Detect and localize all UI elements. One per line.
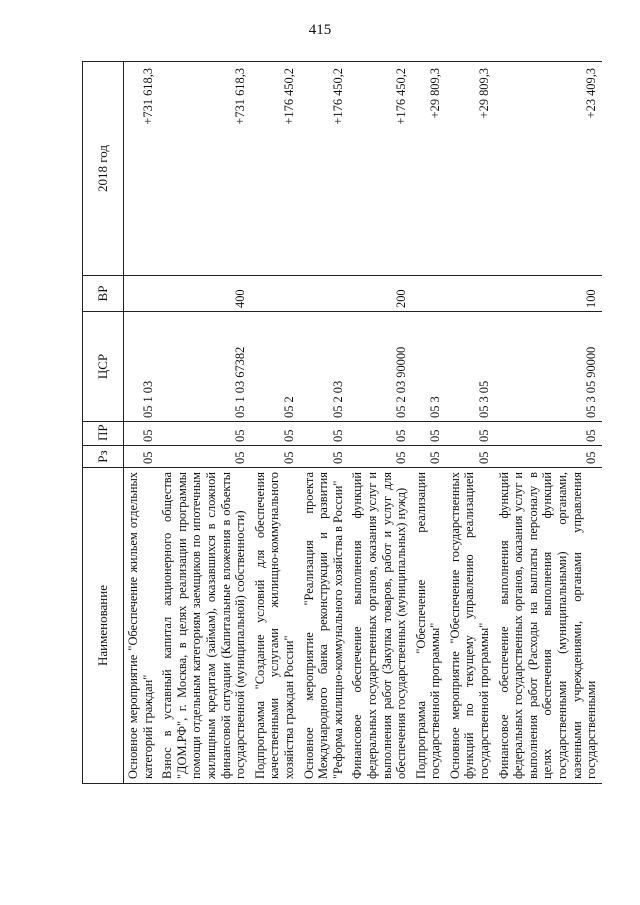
row-pr: 05 <box>300 422 349 446</box>
row-csr: 05 1 03 <box>124 312 159 422</box>
row-name: Финансовое обеспечение выполнения функций федеральных государственных органов, оказания услуг и выполнения работ (Закупка товаров, работ и услуг для обеспечения государственных (муниципальных) нужд) <box>348 468 411 784</box>
row-vr: 100 <box>495 276 602 312</box>
table-row <box>251 62 300 784</box>
row-rz: 05 <box>412 446 446 468</box>
header-pr: ПР <box>83 422 124 446</box>
row-pr: 05 <box>412 422 446 446</box>
row-amount: +23 409,3 <box>495 62 602 276</box>
row-name: Основное мероприятие "Обеспечение государственных функций по текущему управлению реализацией государственной программы" <box>446 468 495 784</box>
table-row <box>300 62 349 784</box>
table-header-row <box>83 62 124 784</box>
row-rz: 05 <box>495 446 602 468</box>
row-rz: 05 <box>300 446 349 468</box>
table-row <box>124 62 159 784</box>
row-amount: +731 618,3 <box>158 62 251 276</box>
row-name: Основное мероприятие "Реализация проекта Международного банка реконструкции и развития "Реформа жилищно-коммунального хозяйства в России" <box>300 468 349 784</box>
row-amount: +731 618,3 <box>124 62 159 276</box>
row-vr <box>412 276 446 312</box>
row-vr <box>300 276 349 312</box>
row-vr: 400 <box>158 276 251 312</box>
header-csr: ЦСР <box>83 312 124 422</box>
row-vr <box>446 276 495 312</box>
row-rz: 05 <box>158 446 251 468</box>
table-row <box>348 62 411 784</box>
row-csr: 05 2 <box>251 312 300 422</box>
row-csr: 05 2 03 <box>300 312 349 422</box>
row-amount: +176 450,2 <box>348 62 411 276</box>
header-rz: Рз <box>83 446 124 468</box>
row-name: Основное мероприятие "Обеспечение жильем отдельных категорий граждан" <box>124 468 159 784</box>
table-row <box>158 62 251 784</box>
row-pr: 05 <box>348 422 411 446</box>
row-amount: +29 809,3 <box>446 62 495 276</box>
table-row <box>446 62 495 784</box>
page-number: 415 <box>308 22 332 38</box>
row-name: Подпрограмма "Обеспечение реализации государственной программы" <box>412 468 446 784</box>
row-csr: 05 3 <box>412 312 446 422</box>
row-rz: 05 <box>348 446 411 468</box>
row-vr <box>124 276 159 312</box>
row-rz: 05 <box>251 446 300 468</box>
budget-table-sheet <box>82 62 599 784</box>
row-name: Взнос в уставный капитал акционерного общества "ДОМ.РФ", г. Москва, в целях реализации программы помощи отдельным категориям заемщиков по ипотечным жилищным кредитам (займам), оказавшихся в сложной финансовой ситуации (Капитальные вложения в объекты государственной (муниципальной) собственности) <box>158 468 251 784</box>
row-name: Финансовое обеспечение выполнения функций федеральных государственных органов, оказания услуг и выполнения работ (Расходы на выплаты персоналу в целях обеспечения выполнения функций государственными (муниципальными) органами, казенными учреждениями, органами управления государственными <box>495 468 602 784</box>
header-name: Наименование <box>83 468 124 784</box>
header-vr: ВР <box>83 276 124 312</box>
row-csr: 05 1 03 67382 <box>158 312 251 422</box>
table-row <box>412 62 446 784</box>
row-amount: +176 450,2 <box>251 62 300 276</box>
row-vr: 200 <box>348 276 411 312</box>
table-row <box>495 62 602 784</box>
row-amount: +29 809,3 <box>412 62 446 276</box>
row-pr: 05 <box>446 422 495 446</box>
row-pr: 05 <box>495 422 602 446</box>
row-amount: +176 450,2 <box>300 62 349 276</box>
row-csr: 05 3 05 <box>446 312 495 422</box>
row-csr: 05 3 05 90000 <box>495 312 602 422</box>
row-rz: 05 <box>446 446 495 468</box>
row-name: Подпрограмма "Создание условий для обеспечения качественными услугами жилищно-коммунального хозяйства граждан России" <box>251 468 300 784</box>
row-pr: 05 <box>124 422 159 446</box>
row-pr: 05 <box>158 422 251 446</box>
row-rz: 05 <box>124 446 159 468</box>
row-csr: 05 2 03 90000 <box>348 312 411 422</box>
row-vr <box>251 276 300 312</box>
row-pr: 05 <box>251 422 300 446</box>
header-year: 2018 год <box>83 62 124 276</box>
budget-table <box>82 61 602 784</box>
